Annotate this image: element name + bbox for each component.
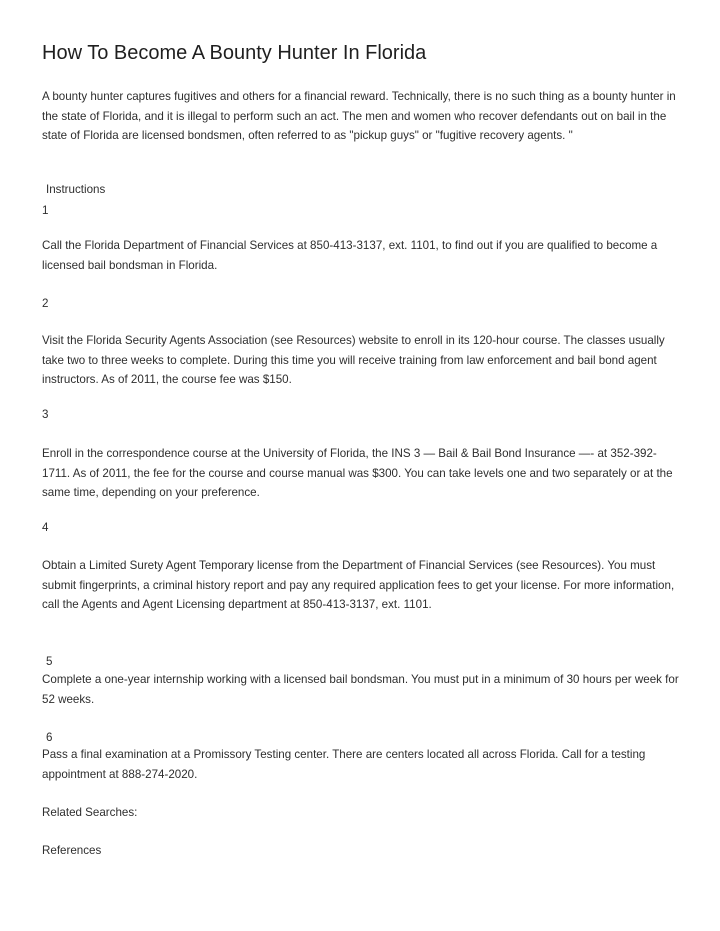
step-4-number: 4: [42, 521, 49, 534]
step-6-number: 6: [46, 731, 53, 744]
intro-paragraph: A bounty hunter captures fugitives and others for a financial reward. Technically, there is no such thing as a bounty hunter in the state of Florida, and it is illegal to perform such an act. The men and women who recover defendants out on bail in the state of Florida are licensed bondsmen, often referred to as "pickup guys" or "fugitive recovery agents. ": [42, 90, 676, 142]
step-3-number: 3: [42, 408, 49, 421]
step-1-number: 1: [42, 204, 49, 217]
related-searches-heading: Related Searches:: [42, 806, 138, 819]
step-6-text: Pass a final examination at a Promissory Testing center. There are centers located all across Florida. Call for a testing appointment at 888-274-2020.: [42, 748, 646, 781]
step-2-text: Visit the Florida Security Agents Association (see Resources) website to enroll in its 120-hour course. The classes usually take two to three weeks to complete. During this time you will receive training from law enforcement and bail bond agent instructors. As of 2011, the course fee was $150.: [42, 334, 665, 386]
instructions-heading: Instructions: [46, 183, 106, 196]
step-3-text: Enroll in the correspondence course at the University of Florida, the INS 3 — Bail & Bail Bond Insurance —- at 352-392-1711. As of 2011, the fee for the course and course manual was $300. You can take levels one and two separately or at the same time, depending on your preference.: [42, 447, 673, 499]
step-5-text: Complete a one-year internship working with a licensed bail bondsman. You must put in a minimum of 30 hours per week for 52 weeks.: [42, 673, 679, 706]
step-2-number: 2: [42, 297, 49, 310]
step-4-text: Obtain a Limited Surety Agent Temporary license from the Department of Financial Services (see Resources). You must submit fingerprints, a criminal history report and pay any required application fees to get your license. For more information, call the Agents and Agent Licensing department at 850-413-3137, ext. 1101.: [42, 559, 675, 611]
page-title: How To Become A Bounty Hunter In Florida: [42, 42, 427, 64]
step-1-text: Call the Florida Department of Financial Services at 850-413-3137, ext. 1101, to find out if you are qualified to become a licensed bail bondsman in Florida.: [42, 239, 658, 272]
step-5-number: 5: [46, 655, 53, 668]
references-heading: References: [42, 844, 102, 857]
